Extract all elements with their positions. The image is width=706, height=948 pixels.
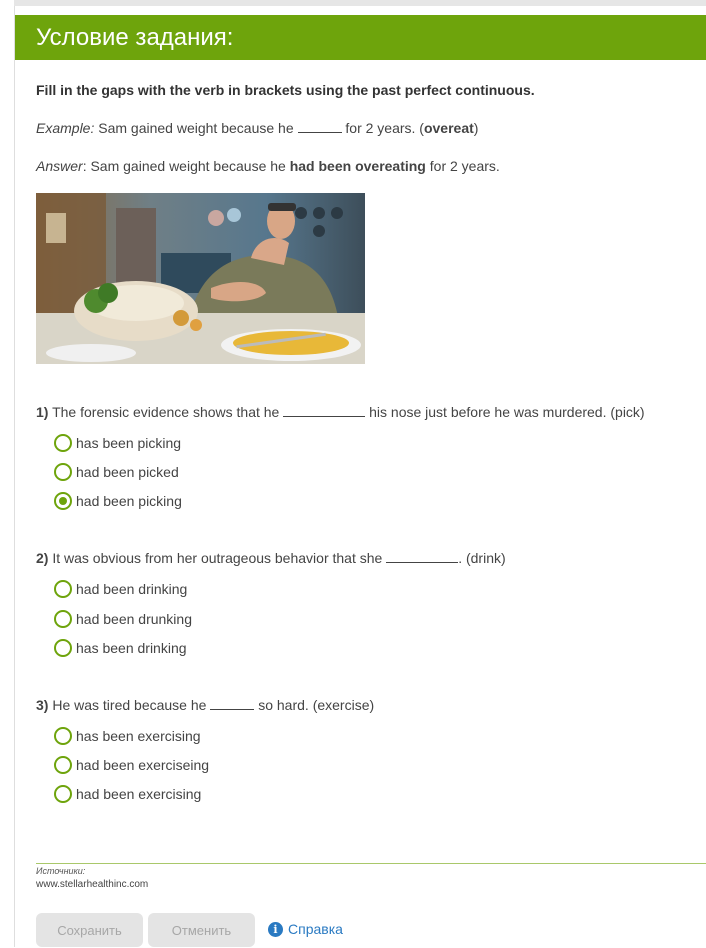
radio-button[interactable]	[54, 785, 72, 803]
radio-button[interactable]	[54, 610, 72, 628]
answer-highlight: had been overeating	[289, 158, 426, 174]
sources-title: Источники:	[36, 866, 86, 876]
save-button[interactable]: Сохранить	[36, 913, 143, 947]
top-strip	[14, 0, 706, 6]
q3-option-2[interactable]	[54, 755, 209, 775]
question-text-after: so hard. (exercise)	[254, 697, 375, 713]
question-number: 2)	[36, 550, 49, 566]
question-2	[36, 550, 506, 566]
radio-button[interactable]	[54, 727, 72, 745]
example-line	[36, 120, 478, 136]
answer-text-before: : Sam gained weight because he	[82, 158, 290, 174]
question-text-before: The forensic evidence shows that he	[48, 404, 284, 420]
option-label: has been picking	[76, 435, 182, 451]
question-text-before: It was obvious from her outrageous behavior that she	[48, 550, 387, 566]
radio-button[interactable]	[54, 639, 72, 657]
answer-label: Answer	[36, 158, 83, 174]
example-verb: overeat	[423, 120, 474, 136]
question-blank	[386, 561, 458, 563]
question-1	[36, 404, 645, 420]
sources-divider	[36, 863, 706, 864]
question-blank	[283, 415, 365, 417]
sources-url: www.stellarhealthinc.com	[36, 879, 149, 890]
example-blank	[298, 131, 342, 133]
question-text-after: his nose just before he was murdered. (pick)	[365, 404, 645, 420]
q1-option-1[interactable]	[54, 433, 181, 453]
radio-button[interactable]	[54, 434, 72, 452]
task-instruction: Fill in the gaps with the verb in brackets using the past perfect continuous.	[36, 82, 535, 98]
q1-option-3[interactable]	[54, 491, 182, 511]
question-text-before: He was tired because he	[48, 697, 211, 713]
q3-option-1[interactable]	[54, 726, 201, 746]
task-photo	[36, 193, 365, 364]
question-blank	[210, 708, 254, 710]
option-label: had been picked	[76, 464, 179, 480]
option-label: has been drinking	[76, 640, 187, 656]
radio-button-selected[interactable]	[54, 492, 72, 510]
example-close: )	[473, 120, 479, 136]
question-number: 3)	[36, 697, 49, 713]
content-border	[14, 6, 15, 947]
help-link[interactable]	[268, 921, 343, 937]
q3-option-3[interactable]	[54, 784, 201, 804]
help-label: Справка	[288, 921, 343, 937]
option-label: had been exerciseing	[76, 757, 210, 773]
radio-button[interactable]	[54, 580, 72, 598]
option-label: had been drunking	[76, 611, 192, 627]
option-label: had been exercising	[76, 786, 202, 802]
radio-button[interactable]	[54, 463, 72, 481]
example-text-after: for 2 years. (	[341, 120, 424, 136]
radio-button[interactable]	[54, 756, 72, 774]
q1-option-2[interactable]	[54, 462, 179, 482]
cancel-button[interactable]: Отменить	[148, 913, 255, 947]
option-label: had been drinking	[76, 581, 188, 597]
answer-text-after: for 2 years.	[425, 158, 500, 174]
q2-option-3[interactable]	[54, 638, 187, 658]
q2-option-2[interactable]	[54, 609, 192, 629]
answer-line	[36, 158, 500, 174]
info-icon: i	[268, 922, 283, 937]
task-header	[15, 15, 706, 60]
overeating-man-illustration	[36, 193, 365, 364]
question-text-after: . (drink)	[458, 550, 506, 566]
option-label: has been exercising	[76, 728, 201, 744]
header-title: Условие задания:	[36, 24, 234, 51]
example-label: Example:	[36, 120, 95, 136]
question-number: 1)	[36, 404, 49, 420]
example-text-before: Sam gained weight because he	[94, 120, 298, 136]
question-3	[36, 697, 374, 713]
option-label: had been picking	[76, 493, 182, 509]
q2-option-1[interactable]	[54, 579, 187, 599]
